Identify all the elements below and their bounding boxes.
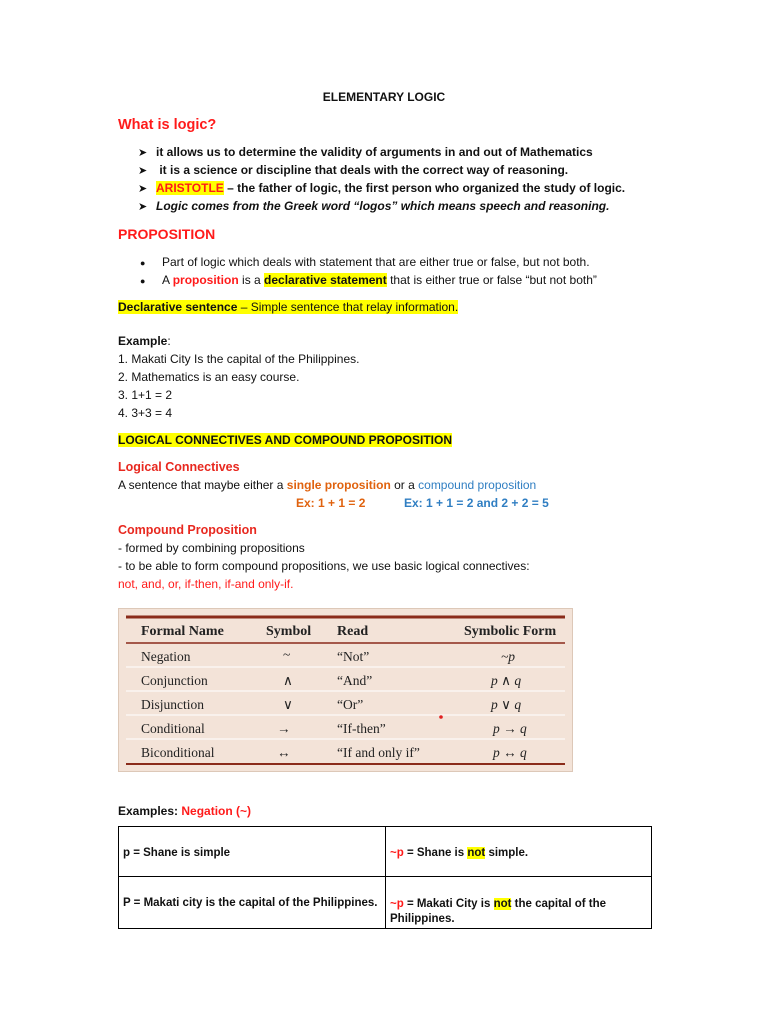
table-cell: “Or”	[337, 697, 364, 712]
table-cell: P = Makati city is the capital of the Philippines.	[119, 877, 386, 929]
section-heading-proposition: PROPOSITION	[118, 226, 216, 242]
example-label: Example:	[118, 334, 171, 348]
table-header: Formal Name	[141, 624, 224, 639]
table-cell: ↔	[277, 745, 291, 760]
table-cell: ~p	[501, 649, 516, 664]
table-cell: “Not”	[337, 649, 370, 664]
section-heading-what-is-logic: What is logic?	[118, 117, 217, 133]
list-item: ➤ ARISTOTLE – the father of logic, the first person who organized the study of logic.	[138, 181, 626, 195]
example-item: 4. 3+3 = 4	[118, 406, 173, 420]
table-cell: “And”	[337, 673, 373, 688]
table-cell: p → q	[493, 721, 527, 736]
list-item: ➤ Logic comes from the Greek word “logos” which means speech and reasoning.	[138, 199, 610, 213]
subheading-compound-proposition: Compound Proposition	[118, 523, 257, 537]
table-cell: p ↔ q	[493, 745, 527, 760]
table-header: Symbol	[266, 624, 312, 639]
example-item: 3. 1+1 = 2	[118, 388, 173, 402]
table-cell: Conjunction	[141, 673, 208, 688]
connectives-description: A sentence that maybe either a single proposition or a compound proposition	[118, 478, 537, 492]
table-cell: Negation	[141, 649, 191, 664]
examples-negation-heading: Examples: Negation (~)	[118, 804, 252, 818]
arrow-bullet-icon: ➤	[138, 165, 148, 177]
list-item: ● A proposition is a declarative statement that is either true or false “but not both”	[140, 273, 597, 287]
arrow-bullet-icon: ➤	[138, 147, 148, 159]
dot-bullet-icon: ●	[140, 258, 146, 268]
table-cell: “If and only if”	[337, 745, 420, 760]
example-compound-proposition: Ex: 1 + 1 = 2 and 2 + 2 = 5	[404, 496, 549, 510]
table-row	[119, 877, 652, 929]
table-header: Read	[337, 624, 369, 639]
table-cell: ∧	[283, 673, 293, 688]
negation-examples-table	[118, 826, 652, 929]
highlight-declarative-statement: declarative statement	[264, 273, 387, 287]
arrow-bullet-icon: ➤	[138, 183, 148, 195]
compound-line: - formed by combining propositions	[118, 541, 305, 555]
connective-table	[118, 608, 573, 772]
arrow-bullet-icon: ➤	[138, 201, 148, 213]
subheading-logical-connectives: Logical Connectives	[118, 460, 240, 474]
example-single-proposition: Ex: 1 + 1 = 2	[296, 496, 366, 510]
list-item: ➤ it is a science or discipline that deals with the correct way of reasoning.	[138, 163, 569, 177]
list-item: ➤ it allows us to determine the validity of arguments in and out of Mathematics	[138, 145, 593, 159]
dot-bullet-icon: ●	[140, 276, 146, 286]
table-row	[119, 827, 652, 877]
connectives-list: not, and, or, if-then, if-and only-if.	[118, 577, 294, 591]
declarative-sentence-definition: Declarative sentence – Simple sentence that relay information.	[118, 300, 459, 314]
table-cell: p ∧ q	[491, 673, 522, 688]
highlight-aristotle: ARISTOTLE	[156, 181, 224, 195]
table-cell: →	[277, 721, 291, 736]
table-cell: ~p = Shane is not simple.	[386, 827, 652, 877]
document-title: ELEMENTARY LOGIC	[322, 90, 446, 104]
table-cell: Biconditional	[141, 745, 215, 760]
compound-line: - to be able to form compound propositions, we use basic logical connectives:	[118, 559, 530, 573]
table-cell: “If-then”	[337, 721, 386, 736]
section-heading-connectives: LOGICAL CONNECTIVES AND COMPOUND PROPOSITION	[118, 433, 453, 447]
table-cell: p ∨ q	[491, 697, 522, 712]
table-cell: ~p = Makati City is not the capital of the Philippines.	[386, 877, 652, 929]
table-header: Symbolic Form	[464, 624, 557, 639]
example-item: 1. Makati City Is the capital of the Philippines.	[118, 352, 360, 366]
table-cell: Disjunction	[141, 697, 204, 712]
table-cell: Conditional	[141, 721, 205, 736]
table-cell: p = Shane is simple	[119, 827, 386, 877]
table-cell: ~	[283, 647, 291, 662]
list-item: ● Part of logic which deals with statement that are either true or false, but not both.	[140, 255, 590, 269]
example-item: 2. Mathematics is an easy course.	[118, 370, 300, 384]
table-cell: ∨	[283, 697, 293, 712]
